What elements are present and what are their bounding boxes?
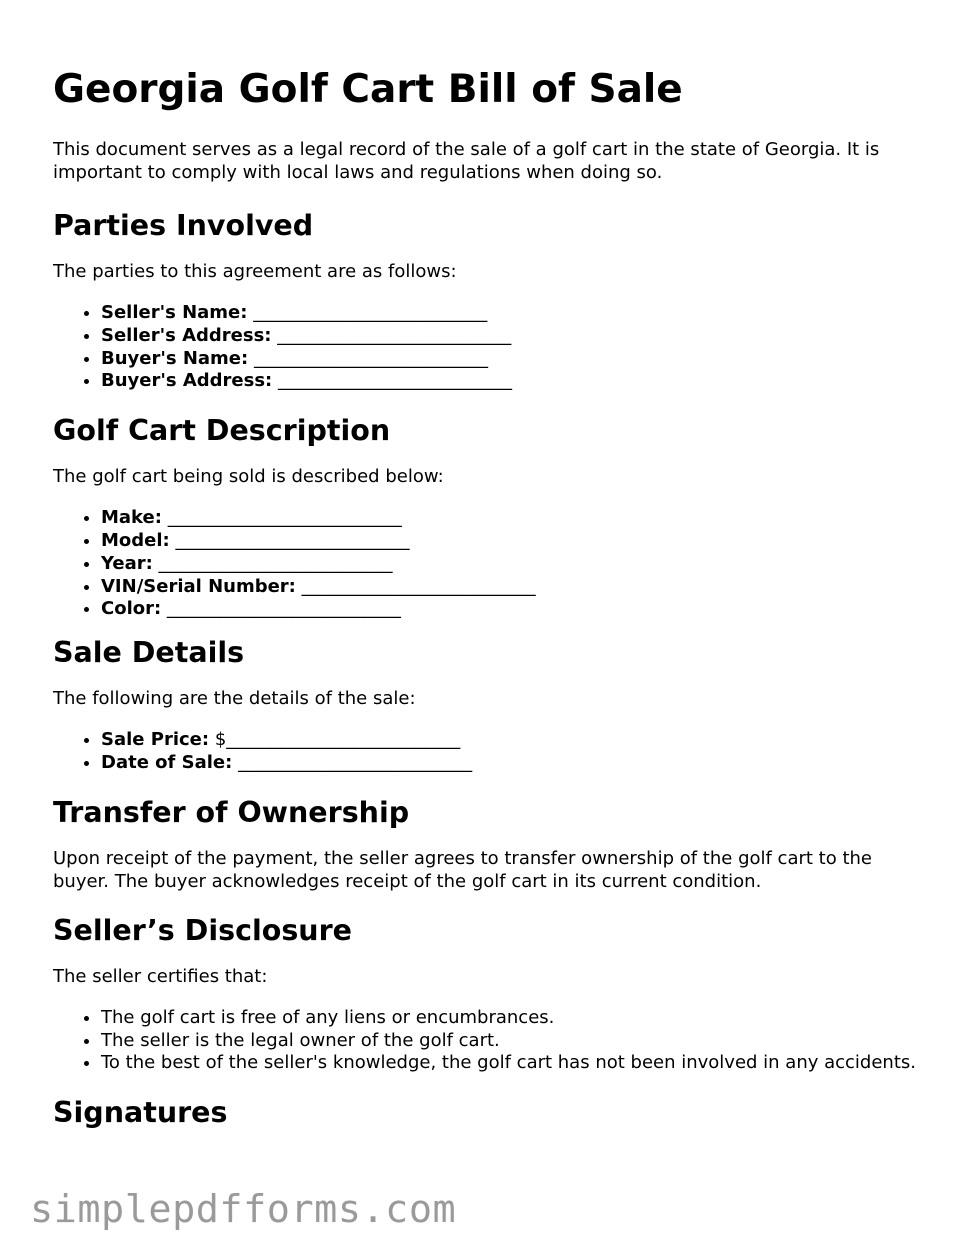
signatures-heading: Signatures (53, 1096, 228, 1130)
document-title: Georgia Golf Cart Bill of Sale (53, 67, 683, 112)
sale-text: The following are the details of the sale: (53, 688, 416, 710)
parties-text: The parties to this agreement are as follows: (53, 261, 457, 282)
disclosure-heading: Seller’s Disclosure (53, 913, 352, 947)
list-item: • The golf cart is free of any liens or encumbrances. (101, 1007, 923, 1030)
list-item: • Seller's Name: __________________________ (101, 302, 923, 325)
list-item: • Seller's Address: __________________________ (101, 325, 923, 348)
list-item: • Buyer's Name: __________________________ (101, 348, 923, 371)
intro-paragraph: This document serves as a legal record of the sale of a golf cart in the state of Georgia. It is important to comply with local laws and regulations when doing so. (53, 139, 880, 183)
list-item: • The seller is the legal owner of the golf cart. (101, 1030, 923, 1053)
list-item: • Year: __________________________ (101, 553, 923, 576)
disclosure-list (53, 1007, 923, 1075)
list-item: • Model: __________________________ (101, 530, 923, 553)
list-item: • Color: __________________________ (101, 598, 923, 621)
sale-list (53, 729, 923, 775)
transfer-text: Upon receipt of the payment, the seller agrees to transfer ownership of the golf cart to the buyer. The buyer acknowledges receipt of the golf cart in its current condition. (53, 847, 872, 892)
list-item: • Buyer's Address: __________________________ (101, 370, 923, 393)
watermark-text: simplepdfforms.com (30, 1187, 457, 1232)
description-list (53, 507, 923, 621)
list-item: • Make: __________________________ (101, 507, 923, 530)
parties-heading: Parties Involved (53, 209, 314, 242)
description-text: The golf cart being sold is described below: (53, 466, 444, 488)
list-item: • To the best of the seller's knowledge, the golf cart has not been involved in any accidents. (101, 1052, 923, 1075)
description-heading: Golf Cart Description (53, 414, 391, 448)
list-item: • Sale Price: $__________________________ (101, 729, 923, 752)
document-page (53, 60, 923, 1131)
transfer-heading: Transfer of Ownership (53, 795, 410, 829)
list-item: • VIN/Serial Number: __________________________ (101, 576, 923, 599)
parties-list (53, 302, 923, 393)
list-item: • Date of Sale: __________________________ (101, 752, 923, 775)
sale-heading: Sale Details (53, 636, 245, 670)
disclosure-text: The seller certifies that: (53, 965, 268, 987)
